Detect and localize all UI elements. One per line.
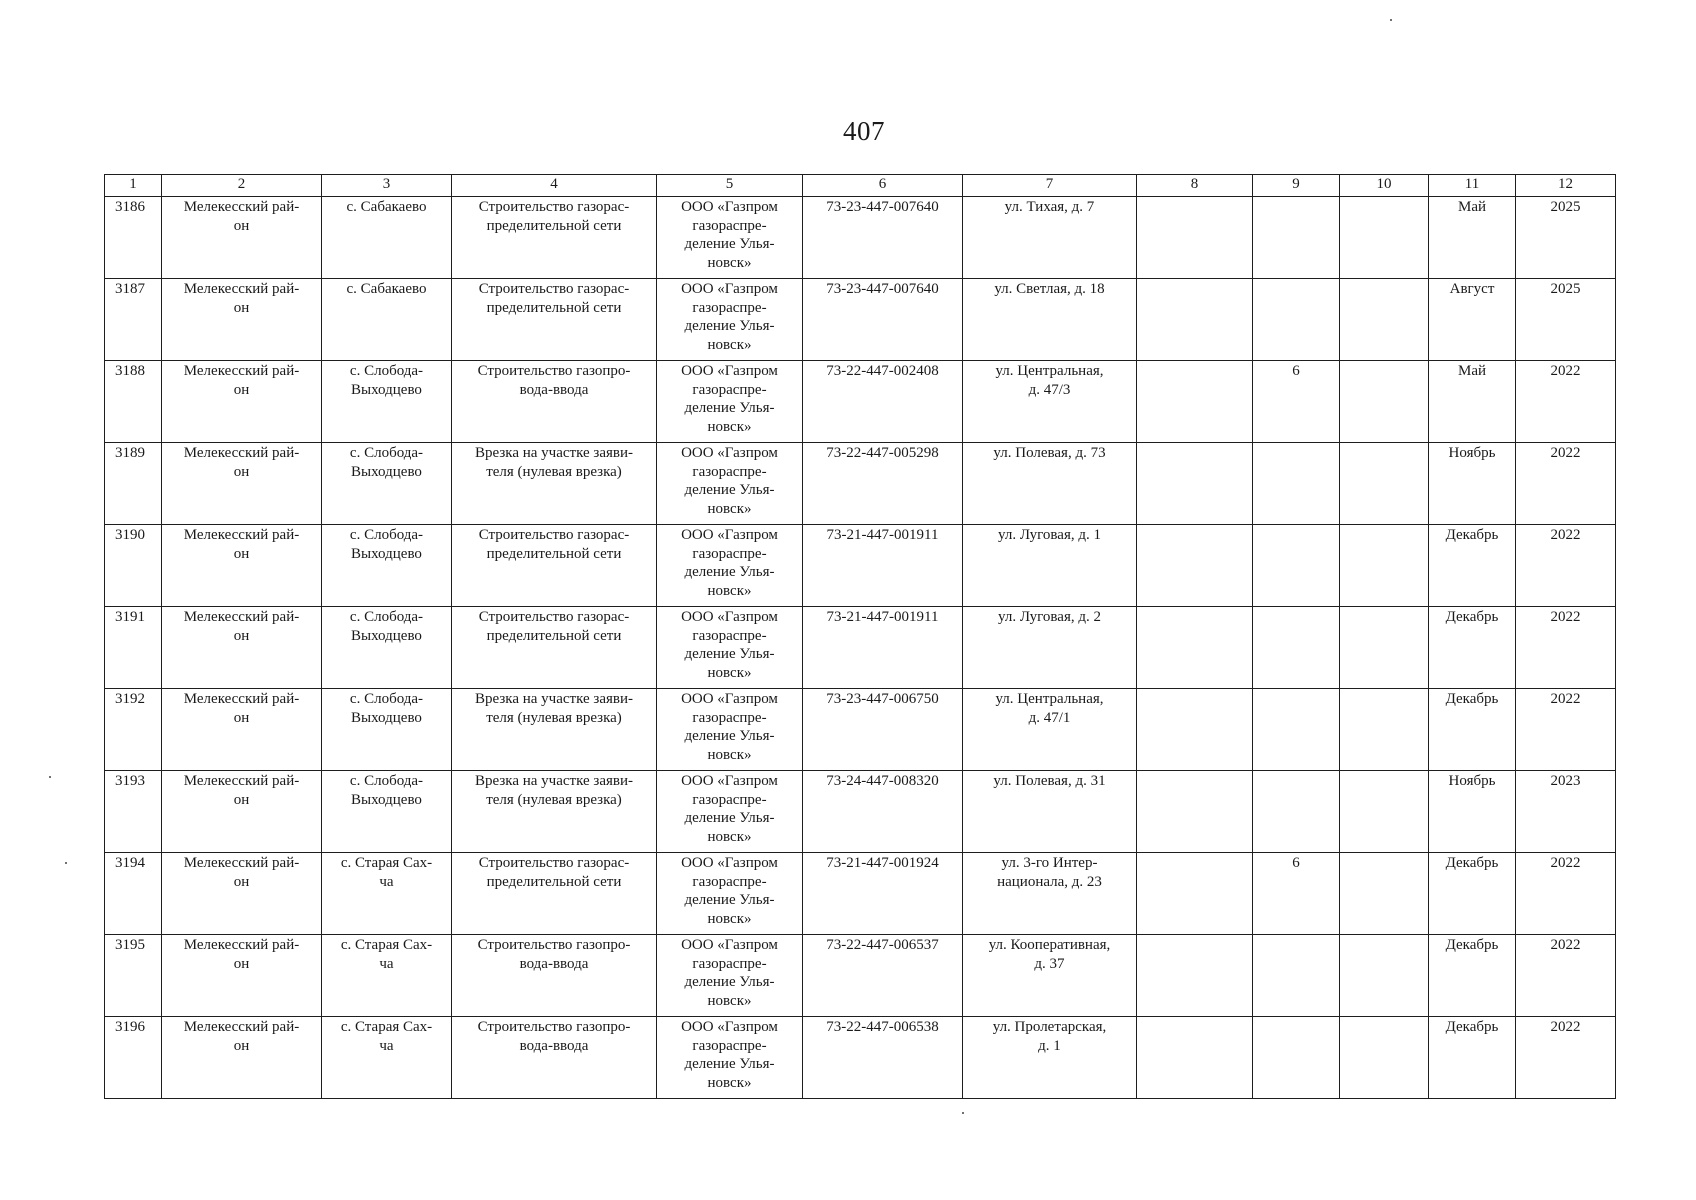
settlement-cell: с. Слобода- Выходцево — [322, 443, 452, 525]
month-cell: Май — [1429, 197, 1516, 279]
month-cell: Декабрь — [1429, 1017, 1516, 1099]
address-cell: ул. Луговая, д. 1 — [963, 525, 1137, 607]
settlement-cell: с. Сабакаево — [322, 279, 452, 361]
month-cell: Ноябрь — [1429, 443, 1516, 525]
code-cell: 73-22-447-006537 — [803, 935, 963, 1017]
code-cell: 73-21-447-001911 — [803, 607, 963, 689]
column-9-cell — [1253, 689, 1340, 771]
work-type-cell: Строительство газорас- пределительной сети — [452, 525, 657, 607]
address-cell: ул. Луговая, д. 2 — [963, 607, 1137, 689]
district-cell: Мелекесский рай- он — [162, 935, 322, 1017]
column-10-cell — [1340, 197, 1429, 279]
year-cell: 2025 — [1516, 197, 1616, 279]
organization-cell: ООО «Газпром газораспре- деление Улья- новск» — [657, 197, 803, 279]
month-cell: Август — [1429, 279, 1516, 361]
month-cell: Декабрь — [1429, 689, 1516, 771]
district-cell: Мелекесский рай- он — [162, 525, 322, 607]
year-cell: 2022 — [1516, 361, 1616, 443]
row-number-cell: 3191 — [105, 607, 162, 689]
column-10-cell — [1340, 361, 1429, 443]
address-cell: ул. Центральная, д. 47/1 — [963, 689, 1137, 771]
year-cell: 2022 — [1516, 1017, 1616, 1099]
table-row — [105, 443, 1616, 525]
column-10-cell — [1340, 607, 1429, 689]
column-number-row — [105, 175, 1616, 197]
row-number-cell: 3188 — [105, 361, 162, 443]
column-9-cell — [1253, 525, 1340, 607]
work-type-cell: Врезка на участке заяви- теля (нулевая врезка) — [452, 689, 657, 771]
month-cell: Декабрь — [1429, 853, 1516, 935]
work-type-cell: Строительство газорас- пределительной сети — [452, 279, 657, 361]
column-header-3: 3 — [322, 175, 452, 197]
settlement-cell: с. Старая Сах- ча — [322, 853, 452, 935]
column-8-cell — [1137, 361, 1253, 443]
column-8-cell — [1137, 607, 1253, 689]
column-8-cell — [1137, 853, 1253, 935]
organization-cell: ООО «Газпром газораспре- деление Улья- новск» — [657, 853, 803, 935]
table-body — [105, 197, 1616, 1099]
table-row — [105, 197, 1616, 279]
settlement-cell: с. Слобода- Выходцево — [322, 771, 452, 853]
column-10-cell — [1340, 525, 1429, 607]
column-10-cell — [1340, 689, 1429, 771]
column-header-2: 2 — [162, 175, 322, 197]
column-8-cell — [1137, 525, 1253, 607]
column-10-cell — [1340, 443, 1429, 525]
column-10-cell — [1340, 771, 1429, 853]
column-9-cell — [1253, 1017, 1340, 1099]
organization-cell: ООО «Газпром газораспре- деление Улья- новск» — [657, 279, 803, 361]
address-cell: ул. Тихая, д. 7 — [963, 197, 1137, 279]
work-type-cell: Строительство газорас- пределительной сети — [452, 197, 657, 279]
row-number-cell: 3195 — [105, 935, 162, 1017]
table-row — [105, 771, 1616, 853]
district-cell: Мелекесский рай- он — [162, 361, 322, 443]
code-cell: 73-21-447-001911 — [803, 525, 963, 607]
scan-speck — [65, 862, 67, 864]
year-cell: 2022 — [1516, 607, 1616, 689]
column-10-cell — [1340, 935, 1429, 1017]
column-8-cell — [1137, 443, 1253, 525]
district-cell: Мелекесский рай- он — [162, 197, 322, 279]
row-number-cell: 3187 — [105, 279, 162, 361]
column-header-4: 4 — [452, 175, 657, 197]
scan-speck — [962, 1112, 964, 1114]
organization-cell: ООО «Газпром газораспре- деление Улья- новск» — [657, 771, 803, 853]
column-header-5: 5 — [657, 175, 803, 197]
work-type-cell: Строительство газопро- вода-ввода — [452, 935, 657, 1017]
column-header-1: 1 — [105, 175, 162, 197]
column-10-cell — [1340, 853, 1429, 935]
organization-cell: ООО «Газпром газораспре- деление Улья- новск» — [657, 443, 803, 525]
organization-cell: ООО «Газпром газораспре- деление Улья- новск» — [657, 607, 803, 689]
table-row — [105, 525, 1616, 607]
month-cell: Май — [1429, 361, 1516, 443]
organization-cell: ООО «Газпром газораспре- деление Улья- новск» — [657, 361, 803, 443]
settlement-cell: с. Слобода- Выходцево — [322, 361, 452, 443]
organization-cell: ООО «Газпром газораспре- деление Улья- новск» — [657, 935, 803, 1017]
column-10-cell — [1340, 279, 1429, 361]
organization-cell: ООО «Газпром газораспре- деление Улья- новск» — [657, 1017, 803, 1099]
address-cell: ул. Полевая, д. 73 — [963, 443, 1137, 525]
year-cell: 2022 — [1516, 443, 1616, 525]
table-row — [105, 853, 1616, 935]
work-type-cell: Врезка на участке заяви- теля (нулевая врезка) — [452, 443, 657, 525]
district-cell: Мелекесский рай- он — [162, 279, 322, 361]
column-9-cell — [1253, 771, 1340, 853]
column-header-8: 8 — [1137, 175, 1253, 197]
code-cell: 73-22-447-005298 — [803, 443, 963, 525]
column-9-cell — [1253, 443, 1340, 525]
year-cell: 2023 — [1516, 771, 1616, 853]
column-9-cell: 6 — [1253, 361, 1340, 443]
district-cell: Мелекесский рай- он — [162, 607, 322, 689]
column-8-cell — [1137, 279, 1253, 361]
column-8-cell — [1137, 1017, 1253, 1099]
address-cell: ул. 3-го Интер- национала, д. 23 — [963, 853, 1137, 935]
address-cell: ул. Центральная, д. 47/3 — [963, 361, 1137, 443]
settlement-cell: с. Слобода- Выходцево — [322, 607, 452, 689]
column-9-cell — [1253, 607, 1340, 689]
settlement-cell: с. Слобода- Выходцево — [322, 689, 452, 771]
column-8-cell — [1137, 689, 1253, 771]
row-number-cell: 3196 — [105, 1017, 162, 1099]
settlement-cell: с. Сабакаево — [322, 197, 452, 279]
column-9-cell: 6 — [1253, 853, 1340, 935]
column-9-cell — [1253, 279, 1340, 361]
month-cell: Декабрь — [1429, 525, 1516, 607]
district-cell: Мелекесский рай- он — [162, 771, 322, 853]
settlement-cell: с. Старая Сах- ча — [322, 1017, 452, 1099]
code-cell: 73-24-447-008320 — [803, 771, 963, 853]
row-number-cell: 3190 — [105, 525, 162, 607]
address-cell: ул. Пролетарская, д. 1 — [963, 1017, 1137, 1099]
column-header-7: 7 — [963, 175, 1137, 197]
column-8-cell — [1137, 771, 1253, 853]
code-cell: 73-23-447-007640 — [803, 197, 963, 279]
column-header-11: 11 — [1429, 175, 1516, 197]
settlement-cell: с. Слобода- Выходцево — [322, 525, 452, 607]
scan-speck — [1390, 19, 1392, 21]
row-number-cell: 3193 — [105, 771, 162, 853]
code-cell: 73-22-447-006538 — [803, 1017, 963, 1099]
registry-table — [104, 174, 1616, 1099]
work-type-cell: Строительство газорас- пределительной сети — [452, 607, 657, 689]
row-number-cell: 3189 — [105, 443, 162, 525]
year-cell: 2022 — [1516, 689, 1616, 771]
table-row — [105, 1017, 1616, 1099]
address-cell: ул. Светлая, д. 18 — [963, 279, 1137, 361]
district-cell: Мелекесский рай- он — [162, 853, 322, 935]
column-header-10: 10 — [1340, 175, 1429, 197]
table-row — [105, 279, 1616, 361]
work-type-cell: Строительство газопро- вода-ввода — [452, 361, 657, 443]
month-cell: Ноябрь — [1429, 771, 1516, 853]
year-cell: 2022 — [1516, 935, 1616, 1017]
code-cell: 73-23-447-007640 — [803, 279, 963, 361]
column-header-6: 6 — [803, 175, 963, 197]
table-row — [105, 361, 1616, 443]
column-10-cell — [1340, 1017, 1429, 1099]
organization-cell: ООО «Газпром газораспре- деление Улья- новск» — [657, 689, 803, 771]
year-cell: 2022 — [1516, 853, 1616, 935]
month-cell: Декабрь — [1429, 935, 1516, 1017]
table-row — [105, 607, 1616, 689]
year-cell: 2025 — [1516, 279, 1616, 361]
work-type-cell: Врезка на участке заяви- теля (нулевая врезка) — [452, 771, 657, 853]
district-cell: Мелекесский рай- он — [162, 1017, 322, 1099]
work-type-cell: Строительство газорас- пределительной сети — [452, 853, 657, 935]
code-cell: 73-22-447-002408 — [803, 361, 963, 443]
page-number: 407 — [843, 116, 885, 146]
code-cell: 73-23-447-006750 — [803, 689, 963, 771]
table-row — [105, 689, 1616, 771]
month-cell: Декабрь — [1429, 607, 1516, 689]
code-cell: 73-21-447-001924 — [803, 853, 963, 935]
column-8-cell — [1137, 935, 1253, 1017]
column-9-cell — [1253, 935, 1340, 1017]
column-header-9: 9 — [1253, 175, 1340, 197]
organization-cell: ООО «Газпром газораспре- деление Улья- новск» — [657, 525, 803, 607]
table-row — [105, 935, 1616, 1017]
row-number-cell: 3194 — [105, 853, 162, 935]
row-number-cell: 3186 — [105, 197, 162, 279]
settlement-cell: с. Старая Сах- ча — [322, 935, 452, 1017]
column-header-12: 12 — [1516, 175, 1616, 197]
row-number-cell: 3192 — [105, 689, 162, 771]
work-type-cell: Строительство газопро- вода-ввода — [452, 1017, 657, 1099]
district-cell: Мелекесский рай- он — [162, 689, 322, 771]
district-cell: Мелекесский рай- он — [162, 443, 322, 525]
year-cell: 2022 — [1516, 525, 1616, 607]
address-cell: ул. Кооперативная, д. 37 — [963, 935, 1137, 1017]
scan-speck — [49, 776, 51, 778]
column-8-cell — [1137, 197, 1253, 279]
column-9-cell — [1253, 197, 1340, 279]
address-cell: ул. Полевая, д. 31 — [963, 771, 1137, 853]
